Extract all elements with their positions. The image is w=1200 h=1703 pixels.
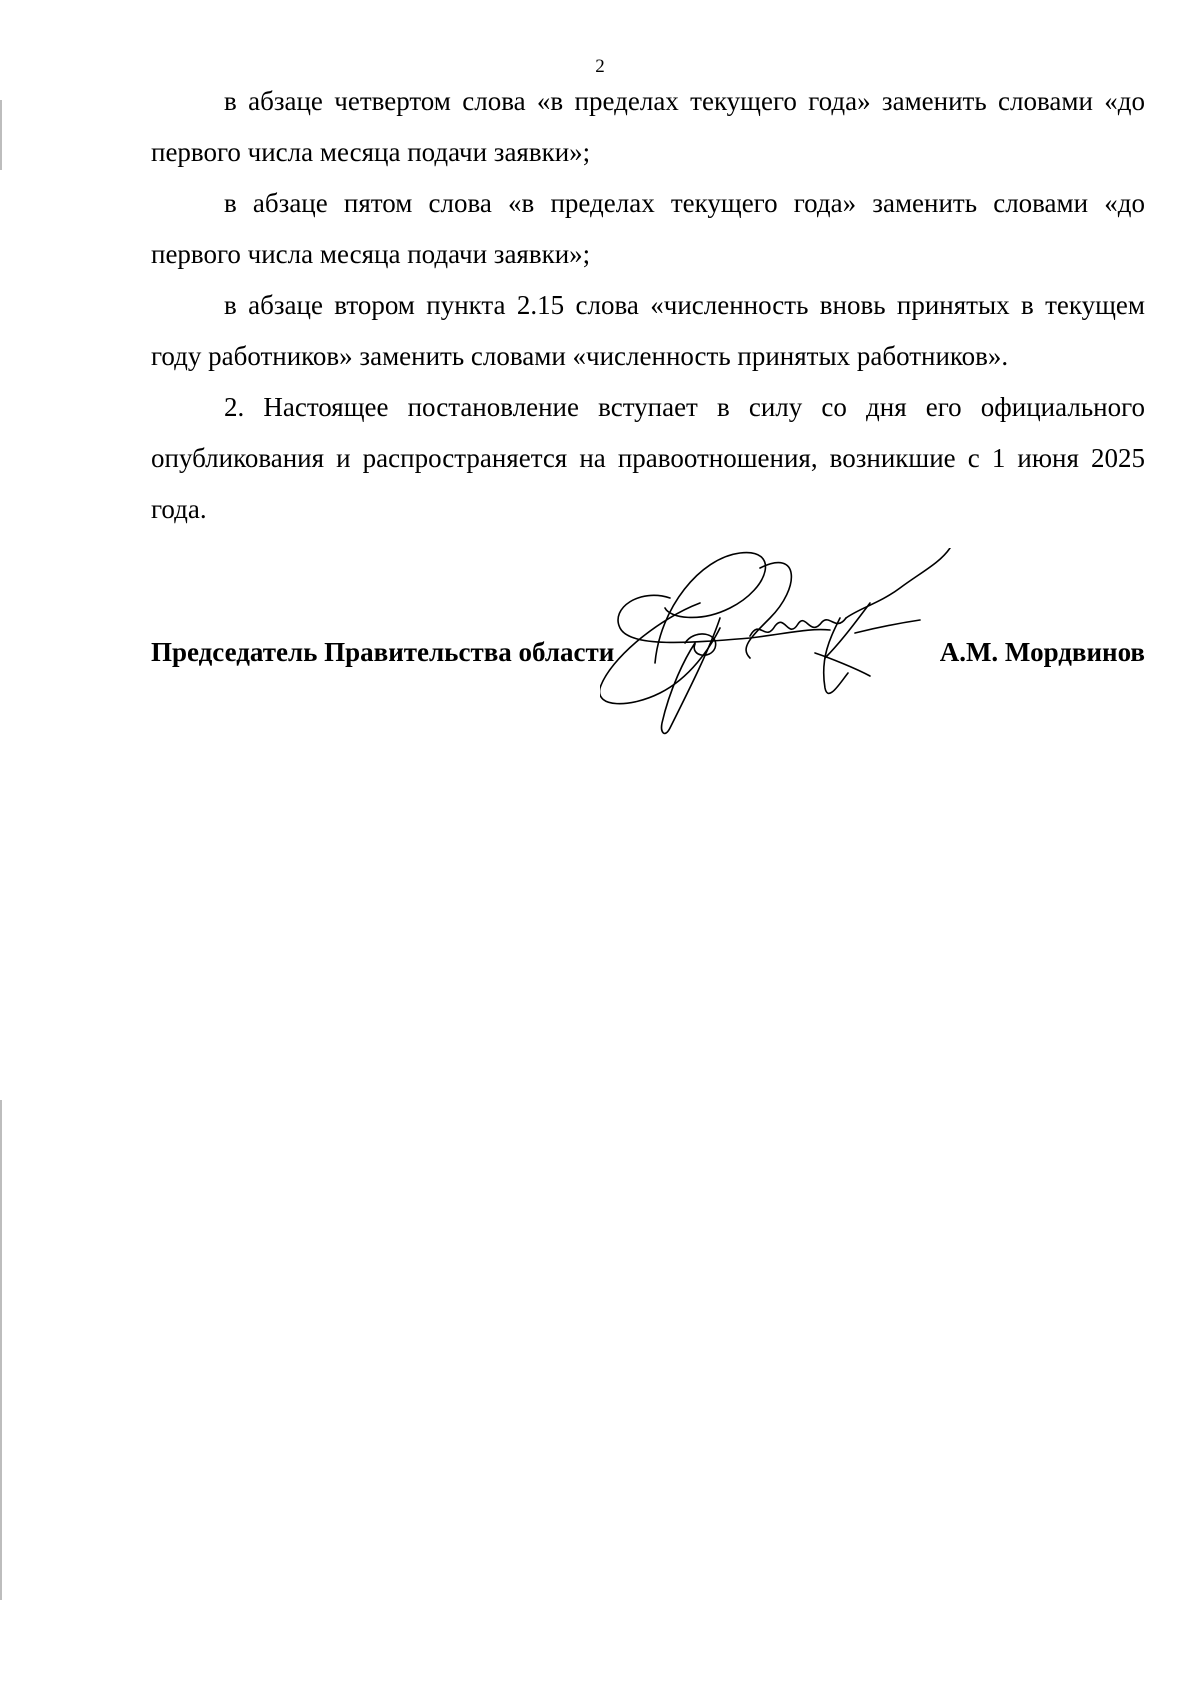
paragraph-2: в абзаце пятом слова «в пределах текущего года» заменить словами «до первого числа месяца подачи заявки»; [151,188,1145,269]
signatory-name: А.М. Мордвинов [939,637,1145,667]
scan-edge-mark-top [0,100,2,170]
document-body [151,76,1145,535]
page-number: 2 [595,56,605,77]
signatory-title: Председатель Правительства области [151,637,615,667]
paragraph-1: в абзаце четвертом слова «в пределах текущего года» заменить словами «до первого числа месяца подачи заявки»; [151,86,1145,167]
handwritten-signature [600,548,970,748]
paragraph-4: 2. Настоящее постановление вступает в силу со дня его официального опубликования и распространяется на правоотношения, возникшие с 1 июня 2025 года. [151,392,1145,524]
paragraph-3: в абзаце втором пункта 2.15 слова «численность вновь принятых в текущем году работников» заменить словами «численность принятых работников». [151,290,1145,371]
scan-edge-mark-bottom [0,1100,2,1600]
